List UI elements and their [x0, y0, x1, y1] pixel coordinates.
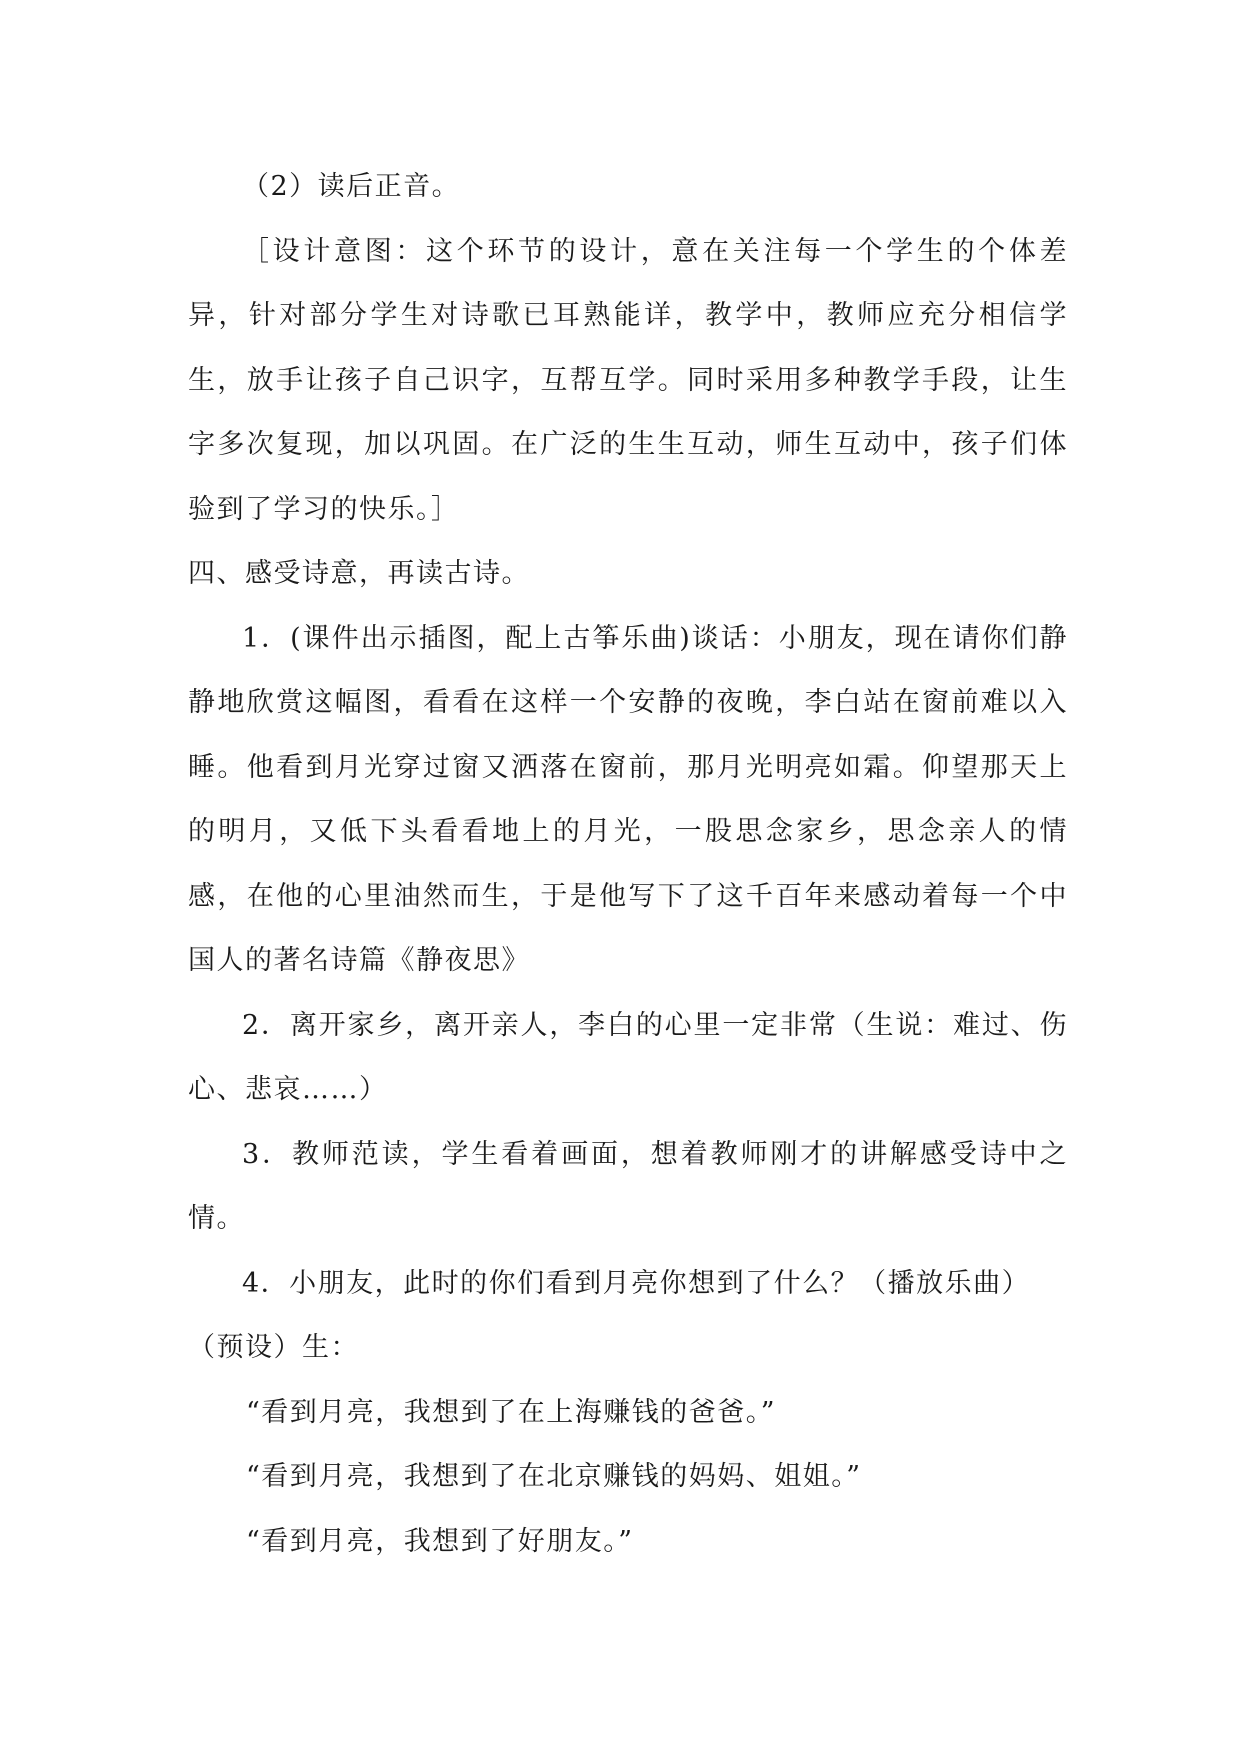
paragraph-step-4: 4．小朋友，此时的你们看到月亮你想到了什么？（播放乐曲） [242, 1267, 1031, 1299]
quote-line-3: “看到月亮，我想到了好朋友。” [246, 1525, 634, 1557]
paragraph-step-1: 1．(课件出示插图，配上古筝乐曲)谈话：小朋友，现在请你们静静地欣赏这幅图，看看在这样一个安静的夜晚，李白站在窗前难以入睡。他看到月光穿过窗又洒落在窗前，那月光明亮如霜。仰望那天上的明月，又低下头看看地上的月光，一股思念家乡，思念亲人的情感，在他的心里油然而生，于是他写下了这千百年来感动着每一个中国人的著名诗篇《静夜思》 [188, 622, 1068, 976]
paragraph-design-intent: ［设计意图：这个环节的设计，意在关注每一个学生的个体差异，针对部分学生对诗歌已耳熟能详，教学中，教师应充分相信学生，放手让孩子自己识字，互帮互学。同时采用多种教学手段，让生字多次复现，加以巩固。在广泛的生生互动，师生互动中，孩子们体验到了学习的快乐。］ [188, 235, 1068, 525]
paragraph-reading-correction: （2）读后正音。 [242, 171, 461, 202]
quote-line-2: “看到月亮，我想到了在北京赚钱的妈妈、姐姐。” [246, 1461, 862, 1492]
quote-line-1: “看到月亮，我想到了在上海赚钱的爸爸。” [246, 1396, 777, 1428]
paragraph-step-3: 3．教师范读，学生看着画面，想着教师刚才的讲解感受诗中之情。 [188, 1138, 1068, 1234]
paragraph-step-2: 2．离开家乡，离开亲人，李白的心里一定非常（生说：难过、伤心、悲哀……） [188, 1009, 1068, 1105]
document-body [188, 155, 1068, 1574]
section-heading-four: 四、感受诗意，再读古诗。 [188, 558, 530, 589]
paragraph-preset: （预设）生： [188, 1332, 359, 1363]
